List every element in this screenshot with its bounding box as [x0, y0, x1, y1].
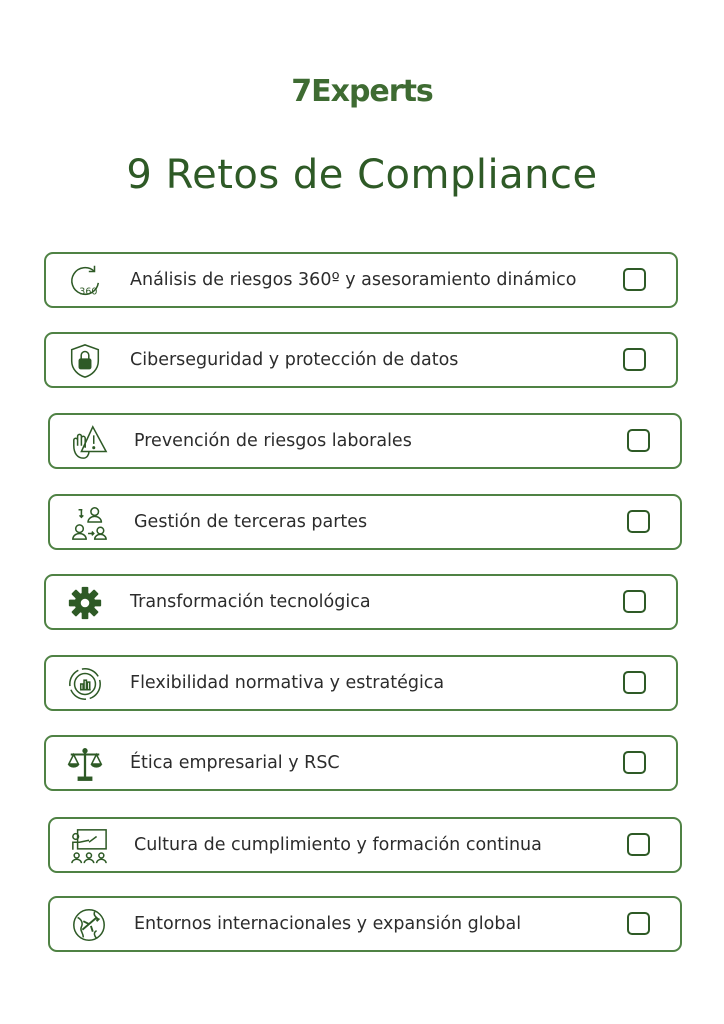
list-item-cybersecurity	[44, 332, 678, 388]
brand-logo: 7Experts	[291, 74, 433, 109]
list-item-occupational-risks	[48, 413, 682, 469]
item-label: Cultura de cumplimiento y formación continua	[134, 835, 542, 855]
checkbox[interactable]	[623, 590, 646, 613]
360-rotation-icon	[66, 262, 104, 300]
people-exchange-icon	[70, 504, 108, 542]
list-item-business-ethics	[44, 735, 678, 791]
list-item-regulatory-flexibility	[44, 655, 678, 711]
list-item-risk-analysis	[44, 252, 678, 308]
checkbox[interactable]	[627, 429, 650, 452]
checkbox[interactable]	[623, 348, 646, 371]
hand-warning-icon	[70, 423, 108, 461]
item-label: Flexibilidad normativa y estratégica	[130, 673, 445, 693]
chart-cycle-icon	[66, 665, 104, 703]
checkbox[interactable]	[627, 912, 650, 935]
checkbox[interactable]	[623, 671, 646, 694]
list-item-third-parties	[48, 494, 682, 550]
scales-icon	[66, 745, 104, 783]
page-title: 9 Retos de Compliance	[126, 152, 598, 198]
list-item-international-expansion	[48, 896, 682, 952]
shield-lock-icon	[66, 342, 104, 380]
checkbox[interactable]	[627, 833, 650, 856]
item-label: Ciberseguridad y protección de datos	[130, 350, 459, 370]
checkbox[interactable]	[623, 268, 646, 291]
gear-icon	[66, 584, 104, 622]
item-label: Transformación tecnológica	[130, 592, 371, 612]
item-label: Análisis de riesgos 360º y asesoramiento dinámico	[130, 270, 577, 290]
item-label: Entornos internacionales y expansión global	[134, 914, 522, 934]
globe-plane-icon	[70, 906, 108, 944]
item-label: Prevención de riesgos laborales	[134, 431, 412, 451]
checkbox[interactable]	[623, 751, 646, 774]
svg-text:360: 360	[79, 286, 98, 298]
item-label: Gestión de terceras partes	[134, 512, 368, 532]
item-label: Ética empresarial y RSC	[130, 753, 340, 773]
presentation-icon	[70, 827, 108, 865]
list-item-compliance-culture	[48, 817, 682, 873]
checkbox[interactable]	[627, 510, 650, 533]
list-item-tech-transformation	[44, 574, 678, 630]
